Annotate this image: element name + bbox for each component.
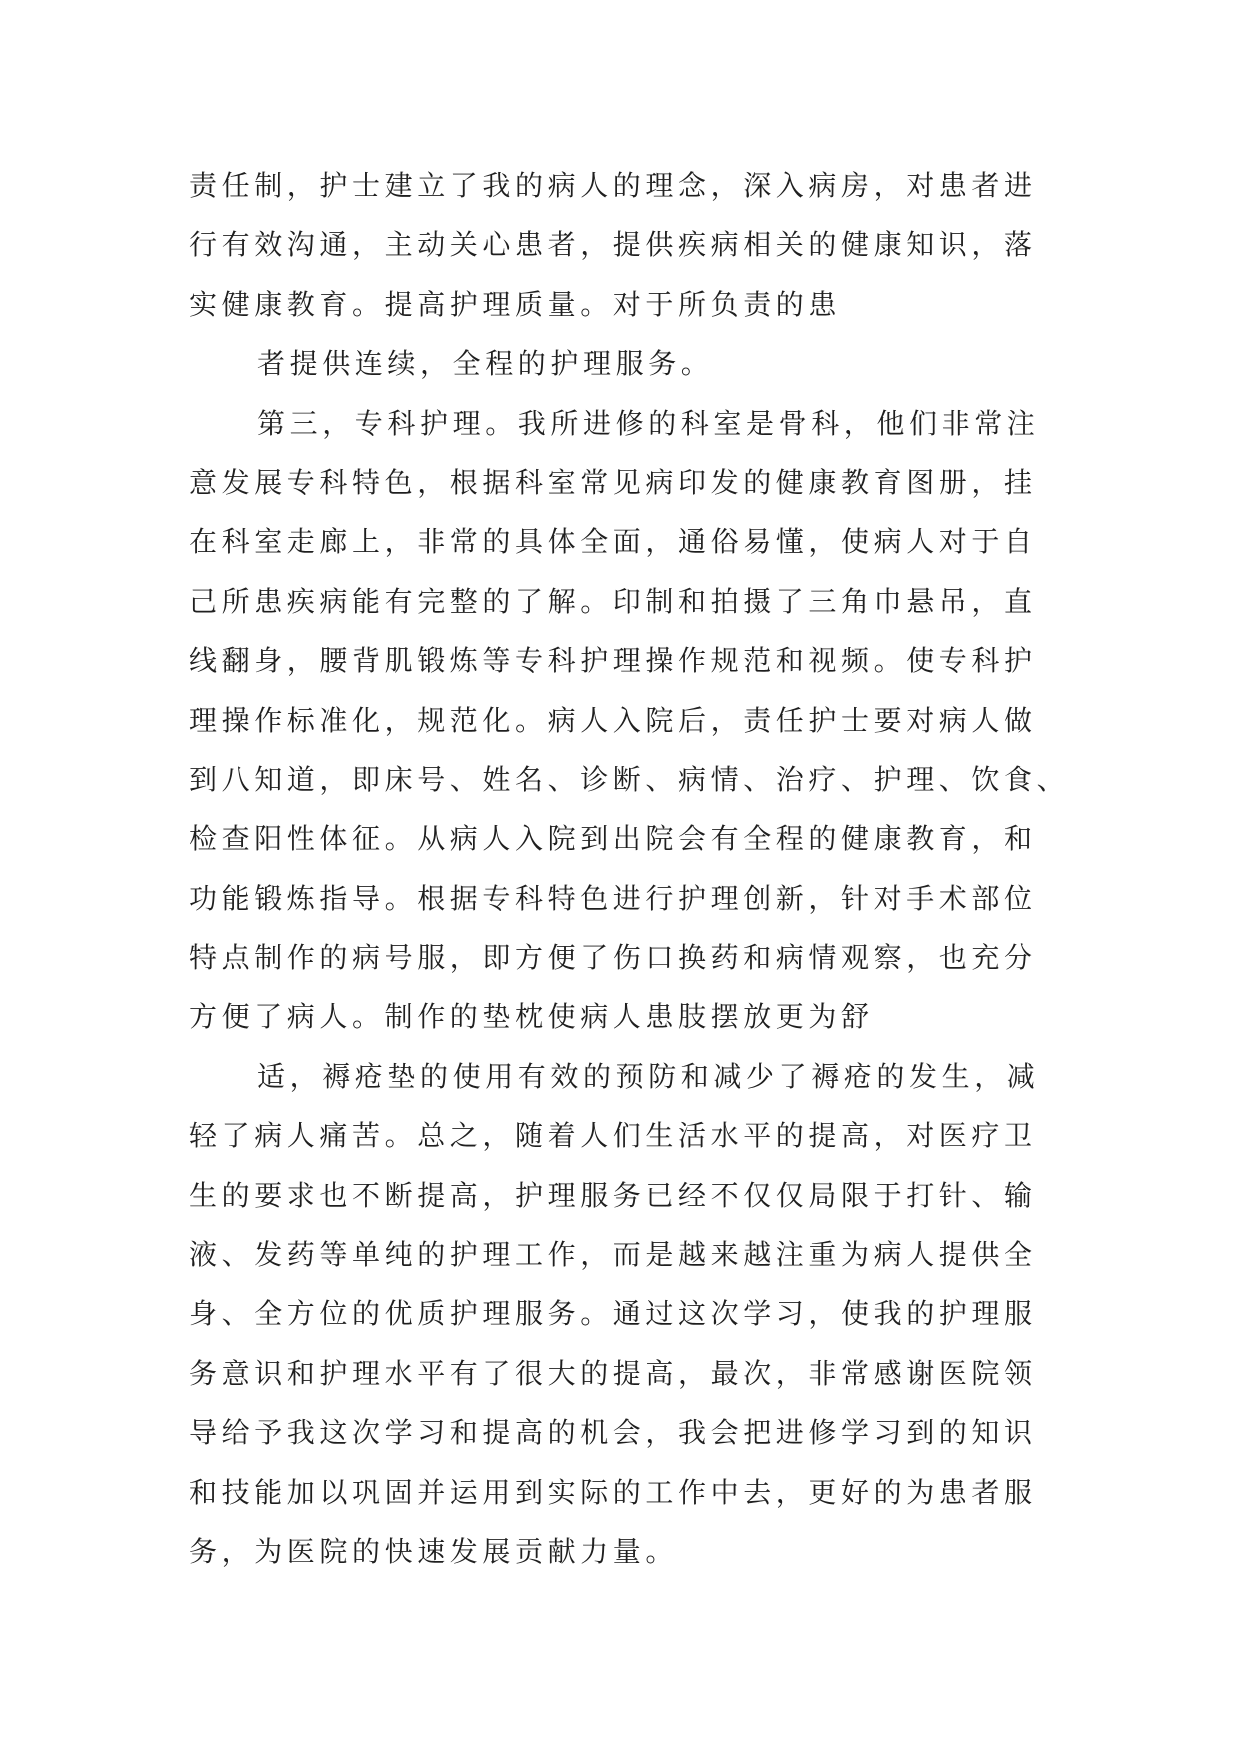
text-line: 导给予我这次学习和提高的机会，我会把进修学习到的知识 — [189, 1416, 1037, 1450]
text-line: 线翻身，腰背肌锻炼等专科护理操作规范和视频。使专科护 — [189, 644, 1037, 678]
document-body — [189, 156, 1070, 1581]
text-line: 务，为医院的快速发展贡献力量。 — [189, 1534, 679, 1568]
text-line: 适，褥疮垫的使用有效的预防和减少了褥疮的发生，减 — [257, 1059, 1040, 1093]
text-line: 和技能加以巩固并运用到实际的工作中去，更好的为患者服 — [189, 1475, 1037, 1509]
text-line: 方便了病人。制作的垫枕使病人患肢摆放更为舒 — [189, 1000, 874, 1034]
text-line: 身、全方位的优质护理服务。通过这次学习，使我的护理服 — [189, 1297, 1037, 1331]
text-line: 第三，专科护理。我所进修的科室是骨科，他们非常注 — [257, 406, 1040, 440]
text-line: 务意识和护理水平有了很大的提高，最次，非常感谢医院领 — [189, 1356, 1037, 1390]
text-line: 检查阳性体征。从病人入院到出院会有全程的健康教育，和 — [189, 822, 1037, 856]
text-line: 者提供连续，全程的护理服务。 — [257, 347, 714, 381]
text-line: 责任制，护士建立了我的病人的理念，深入病房，对患者进 — [189, 169, 1037, 202]
text-line: 实健康教育。提高护理质量。对于所负责的患 — [189, 287, 842, 321]
text-line: 液、发药等单纯的护理工作，而是越来越注重为病人提供全 — [189, 1238, 1037, 1272]
text-line: 轻了病人痛苦。总之，随着人们生活水平的提高，对医疗卫 — [189, 1119, 1037, 1153]
text-line: 行有效沟通，主动关心患者，提供疾病相关的健康知识，落 — [189, 228, 1037, 262]
text-line: 功能锻炼指导。根据专科特色进行护理创新，针对手术部位 — [189, 881, 1037, 915]
text-line: 生的要求也不断提高，护理服务已经不仅仅局限于打针、输 — [189, 1178, 1037, 1212]
text-line: 意发展专科特色，根据科室常见病印发的健康教育图册，挂 — [189, 465, 1037, 499]
text-line: 特点制作的病号服，即方便了伤口换药和病情观察，也充分 — [189, 941, 1037, 975]
text-line: 己所患疾病能有完整的了解。印制和拍摄了三角巾悬吊，直 — [189, 584, 1037, 618]
text-line: 理操作标准化，规范化。病人入院后，责任护士要对病人做 — [189, 703, 1037, 737]
text-line: 到八知道，即床号、姓名、诊断、病情、治疗、护理、饮食、 — [189, 762, 1070, 796]
text-line: 在科室走廊上，非常的具体全面，通俗易懂，使病人对于自 — [189, 525, 1037, 559]
